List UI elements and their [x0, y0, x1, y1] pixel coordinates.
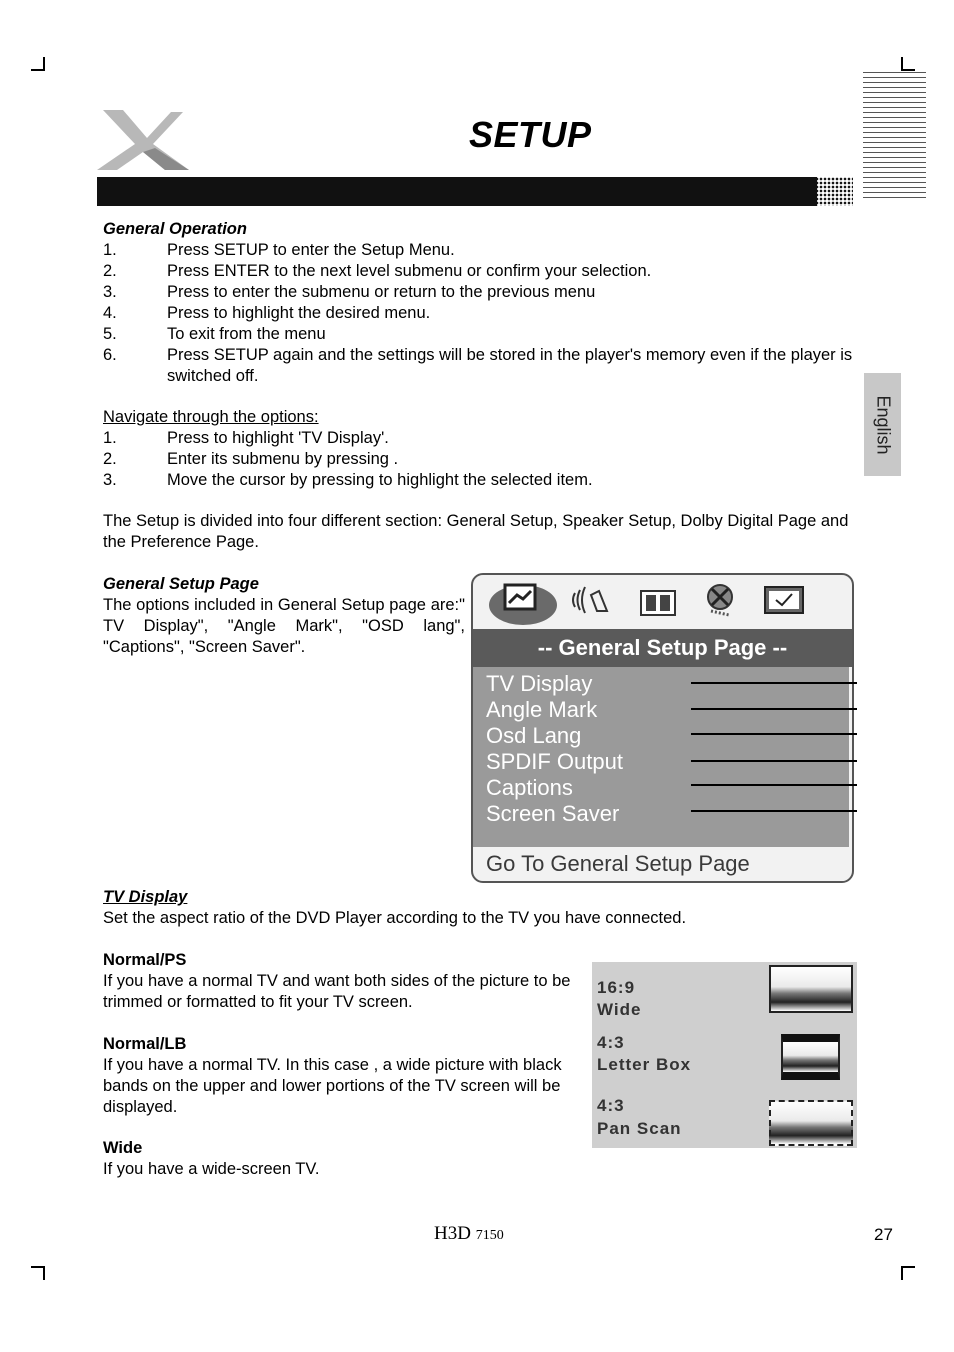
model-number: 7150 — [475, 1228, 504, 1243]
exit-icon — [763, 581, 805, 619]
tv-display-text: Set the aspect ratio of the DVD Player according to the TV you have connected. — [103, 909, 687, 927]
aspect-ratio-value: 4:3 — [597, 1096, 625, 1115]
list-item-text: Press to highlight the desired menu. — [167, 304, 431, 322]
list-item-number: 2. — [103, 262, 117, 280]
list-item-text: Press to enter the submenu or return to the previous menu — [167, 283, 596, 301]
language-tab[interactable] — [864, 373, 901, 476]
list-item — [103, 303, 853, 324]
list-item-text: Move the cursor by pressing to highlight the selected item. — [167, 471, 593, 489]
general-setup-heading: General Setup Page — [103, 575, 259, 593]
leader-line — [691, 708, 857, 710]
list-item-text: To exit from the menu — [167, 325, 326, 343]
brand-logo — [95, 108, 195, 172]
list-item-text: Press SETUP again and the settings will be stored in the player's memory even if the player is switched off. — [167, 346, 853, 385]
list-item — [103, 282, 853, 303]
preference-icon — [699, 581, 741, 619]
tv-display-heading: TV Display — [103, 888, 188, 906]
leader-line — [691, 733, 857, 735]
list-item-number: 1. — [103, 241, 117, 259]
leader-line — [691, 682, 857, 684]
aspect-ratio-label: Wide — [597, 1000, 642, 1019]
leader-line — [691, 784, 857, 786]
osd-item-spdif-output[interactable]: SPDIF Output — [486, 749, 623, 774]
list-item — [103, 428, 853, 449]
page-number: 27 — [874, 1225, 893, 1244]
letterbox-thumbnail — [781, 1034, 840, 1080]
leader-line — [691, 760, 857, 762]
navigate-heading: Navigate through the options: — [103, 408, 319, 426]
mode-normal-ps — [103, 950, 575, 1013]
navigate-section — [103, 407, 853, 491]
speaker-setup-icon — [571, 581, 613, 619]
list-item-text: Press to highlight 'TV Display'. — [167, 429, 389, 447]
mode-text: If you have a normal TV. In this case , a wide picture with black bands on the upper and lower portions of the TV screen will be displayed. — [103, 1056, 562, 1116]
list-item-number: 1. — [103, 429, 117, 447]
crop-mark-bottom-right — [901, 1266, 915, 1280]
page-title: SETUP — [469, 114, 592, 155]
list-item — [103, 240, 853, 261]
tv-display-section — [103, 887, 853, 929]
list-item-number: 2. — [103, 450, 117, 468]
mode-text: If you have a normal TV and want both sides of the picture to be trimmed or formatted to fit your TV screen. — [103, 972, 571, 1011]
aspect-ratio-panel — [592, 962, 857, 1148]
list-item — [103, 470, 853, 491]
general-setup-text: The options included in General Setup page are:" TV Display", "Angle Mark", "OSD lang", "Captions", "Screen Saver". — [103, 596, 465, 656]
mode-heading: Normal/PS — [103, 951, 187, 969]
aspect-ratio-value: 16:9 — [597, 978, 636, 997]
mode-normal-lb — [103, 1034, 575, 1118]
list-item-number: 6. — [103, 346, 117, 364]
pan-scan-thumbnail — [769, 1100, 853, 1146]
general-operation-list — [103, 240, 853, 387]
osd-menu-header: -- General Setup Page -- — [473, 629, 852, 667]
osd-item-tv-display[interactable]: TV Display — [486, 671, 593, 696]
list-item-text: Enter its submenu by pressing . — [167, 450, 399, 468]
osd-item-captions[interactable]: Captions — [486, 775, 573, 800]
list-item — [103, 324, 853, 345]
model-prefix: H — [434, 1223, 448, 1244]
osd-menu-body — [473, 667, 849, 847]
general-setup-section — [103, 574, 465, 658]
list-item-number: 3. — [103, 471, 117, 489]
aspect-ratio-label: Pan Scan — [597, 1119, 682, 1138]
dolby-digital-icon — [637, 581, 679, 619]
list-item-text: Press ENTER to the next level submenu or confirm your selection. — [167, 262, 652, 280]
osd-menu — [471, 573, 854, 883]
mode-heading: Normal/LB — [103, 1035, 187, 1053]
model-mark: 3D — [447, 1223, 471, 1244]
header-banner-fade — [815, 177, 853, 206]
general-operation-heading: General Operation — [103, 220, 247, 238]
list-item — [103, 261, 853, 282]
crop-mark-top-right — [901, 57, 915, 71]
general-setup-icon — [487, 577, 559, 627]
list-item — [103, 345, 853, 387]
aspect-ratio-label: Letter Box — [597, 1055, 692, 1074]
mode-wide — [103, 1138, 575, 1180]
general-operation-section — [103, 219, 853, 387]
osd-item-screen-saver[interactable]: Screen Saver — [486, 801, 620, 826]
aspect-ratio-value: 4:3 — [597, 1033, 625, 1052]
osd-icon-bar — [473, 575, 852, 629]
list-item — [103, 449, 853, 470]
crop-mark-bottom-left — [31, 1266, 45, 1280]
mode-heading: Wide — [103, 1139, 143, 1157]
list-item-number: 3. — [103, 283, 117, 301]
leader-line — [691, 810, 857, 812]
osd-menu-footer[interactable]: Go To General Setup Page — [486, 847, 846, 881]
list-item-number: 5. — [103, 325, 117, 343]
decorative-stripes — [863, 72, 926, 200]
list-item-number: 4. — [103, 304, 117, 322]
list-item-text: Press SETUP to enter the Setup Menu. — [167, 241, 455, 259]
wide-thumbnail — [769, 965, 853, 1013]
crop-mark-top-left — [31, 57, 45, 71]
mode-text: If you have a wide-screen TV. — [103, 1160, 320, 1178]
osd-item-osd-lang[interactable]: Osd Lang — [486, 723, 582, 748]
header-banner — [97, 177, 817, 206]
osd-item-angle-mark[interactable]: Angle Mark — [486, 697, 598, 722]
intro-paragraph: The Setup is divided into four different section: General Setup, Speaker Setup, Dolby Digital Page and the Preference Page. — [103, 512, 849, 551]
footer-model — [434, 1223, 504, 1245]
language-tab-label: English — [873, 394, 893, 455]
navigate-list — [103, 428, 853, 491]
